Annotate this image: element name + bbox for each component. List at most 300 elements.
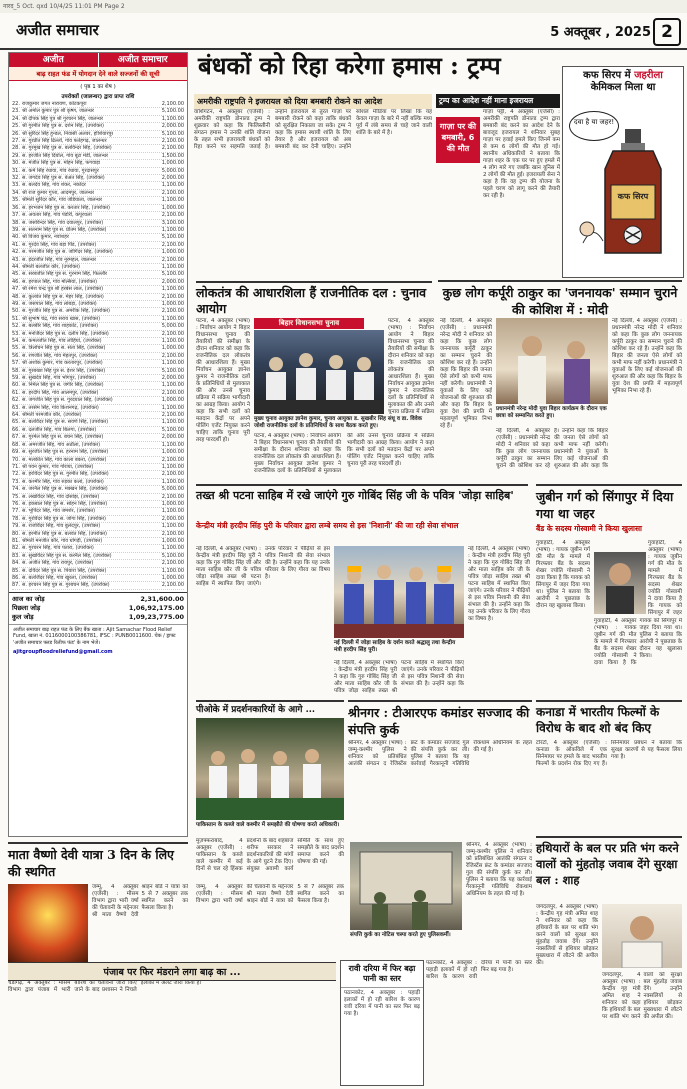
fund-row-number: 32.: [12, 175, 20, 182]
fund-row-name: स. जसविन्दर सिंह, गांव दयालपुर, (उपरोक्त): [21, 219, 104, 226]
police-notice-illustration: [350, 842, 462, 930]
fund-row-number: 56.: [12, 352, 20, 359]
fund-row-amount: 1,100.00: [161, 404, 184, 411]
fund-row-name: स. राजविंदर सिंह, गांव बुलंदपुर, (उपरोक्त): [21, 523, 101, 530]
fund-row-name: स. गुरदेव सिंह, गांव बड़ा पिंड, (उपरोक्त): [21, 241, 97, 248]
fund-row-number: 46.: [12, 278, 20, 285]
lead-headline: बंधकों को रिहा करेगा हमास : ट्रम्प: [198, 51, 501, 80]
fund-row-amount: 2,100.00: [161, 138, 184, 145]
cartoon-title: [563, 67, 683, 94]
fund-row-number: 29.: [12, 152, 20, 159]
fund-row: [12, 360, 184, 367]
canada-body: टोरंटो, 4 अक्तूबर (एजेंसी) : कनाडा के ओकविले में एक सिनेमाघर पर हमले के बाद भारतीय फिल्मों के प्रदर्शन रोक दिए गए हैं। सिनेमाघर प्रबंधन ने बताया कि सुरक्षा कारणों से यह फैसला लिया गया है।: [536, 740, 682, 767]
fund-row-number: 24.: [12, 115, 20, 122]
fund-row-name: श्री विजय कुमार, नवांशहर: [21, 234, 69, 241]
fund-donor: [12, 582, 110, 588]
fund-total-row: [12, 613, 184, 622]
fund-subheading: ( पृष्ठ 1 का शेष ): [80, 84, 116, 90]
fund-row-amount: 1,000.00: [161, 300, 184, 307]
fund-donor: [12, 442, 100, 448]
fund-row-number: 67.: [12, 434, 20, 441]
fund-row-number: 36.: [12, 204, 20, 211]
fund-row-amount: 1,000.00: [161, 249, 184, 256]
modi-body-left: नई दिल्ली, 4 अक्तूबर (एजेंसी) : प्रधानमंत्री नरेन्द्र मोदी ने शनिवार को कहा कि कुछ लोग जननायक कर्पूरी ठाकुर का सम्मान चुराने की कोशिश कर रहे हैं। उन्होंने कहा कि बिहार की जनता ऐसे लोगों को कभी माफ नहीं करेगी। प्रधानमंत्री ने युवाओं के लिए कई योजनाओं की शुरुआत की और कहा कि बिहार के युवा देश की प्रगति में महत्वपूर्ण भूमिका निभा रहे हैं।: [440, 318, 492, 429]
gaza-red-box: गाज़ा पर की बमबारी, 6 की मौत: [436, 117, 480, 163]
officials-silhouettes: [254, 330, 384, 414]
fund-row-number: 81.: [12, 537, 20, 544]
fund-row: [12, 227, 184, 234]
fund-row-amount: 2,100.00: [161, 256, 184, 263]
fund-row-amount: 2,100.00: [161, 582, 184, 589]
fund-row: [12, 560, 184, 567]
ravi-headline: रावी दरिया में फिर बढ़ा पानी का स्तर: [341, 961, 423, 988]
fund-row-amount: 2,000.00: [161, 175, 184, 182]
fund-donor: [12, 419, 108, 425]
fund-row: [12, 397, 184, 404]
vaishno-body: जम्मू, 4 अक्तूबर (एजेंसी) : मौसम विभाग द्वारा भारी वर्षा की चेतावनी के मद्देनजर श्री माता वैष्णो देवी श्राइन बोर्ड ने यात्रा को 5 से 7 अक्तूबर तक स्थगित करने का फैसला किया है।: [92, 884, 188, 918]
vaishno-body-bottom: जम्मू, 4 अक्तूबर (एजेंसी) : मौसम विभाग द्वारा भारी वर्षा की चेतावनी के मद्देनजर श्री माता वैष्णो देवी श्राइन बोर्ड ने यात्रा को 5 से 7 अक्तूबर तक स्थगित करने का फैसला किया है।: [196, 884, 344, 904]
fund-row: [12, 405, 184, 412]
fund-row-number: 62.: [12, 397, 20, 404]
fund-donor: [12, 553, 112, 559]
fund-row-amount: 2,100.00: [161, 560, 184, 567]
fund-row-amount: 1,100.00: [161, 115, 184, 122]
fund-row-name: स. इकबाल सिंह पुत्र स. सोहन सिंह, (उपरोक्त): [21, 500, 108, 507]
fund-row-number: 55.: [12, 345, 20, 352]
modi-photo: [496, 318, 608, 404]
canada-headline: कनाडा में भारतीय फिल्मों के विरोध के बाद शो बंद किए: [536, 700, 682, 736]
fund-row-number: 76.: [12, 500, 20, 507]
fund-row-name: स. सुखविंदर सिंह पुत्र स. करनैल सिंह, (उपरोक्त): [21, 552, 112, 559]
fund-row: [12, 508, 184, 515]
fund-donor: [12, 153, 108, 159]
fund-row-number: 50.: [12, 308, 20, 315]
amit-shah-portrait-illustration: [602, 904, 682, 968]
fund-row: [12, 279, 184, 286]
fund-row-name: स. हरपाल सिंह, गांव मल्सियां, (उपरोक्त): [21, 278, 98, 285]
modi-body-right: नई दिल्ली, 4 अक्तूबर (एजेंसी) : प्रधानमंत्री नरेन्द्र मोदी ने शनिवार को कहा कि कुछ लोग जननायक कर्पूरी ठाकुर का सम्मान चुराने की कोशिश कर रहे हैं। उन्होंने कहा कि बिहार की जनता ऐसे लोगों को कभी माफ नहीं करेगी। प्रधानमंत्री ने युवाओं के लिए कई योजनाओं की शुरुआत की और कहा कि बिहार के युवा देश की प्रगति में महत्वपूर्ण भूमिका निभा रहे हैं।: [612, 318, 682, 394]
srinagar-body-right: श्रीनगर, 4 अक्तूबर (भाषा) : जम्मू-कश्मीर पुलिस ने शनिवार को प्रतिबंधित आतंकी संगठन द रेजिस्टेंस फ्रंट के कमांडर सज्जाद गुल की संपत्ति कुर्क कर ली। पुलिस ने बताया कि यह कार्रवाई गैरकानूनी गतिविधि रोकथाम अधिनियम के तहत की गई है।: [466, 842, 532, 897]
fund-row-amount: 2,100.00: [161, 330, 184, 337]
fund-row: [12, 131, 184, 138]
fund-row-amount: 2,000.00: [161, 515, 184, 522]
fund-row-amount: 2,100.00: [161, 241, 184, 248]
fund-row-amount: 1,100.00: [161, 360, 184, 367]
fund-row: [12, 575, 184, 582]
fund-email[interactable]: ajitgroupfloodreliefund@gmail.com: [13, 649, 113, 656]
fund-donor: [12, 242, 96, 248]
fund-row: [12, 153, 184, 160]
fund-row: [12, 486, 184, 493]
fund-row: [12, 108, 184, 115]
newspaper-name: अजीत समाचार: [16, 21, 99, 39]
fund-row-number: 70.: [12, 456, 20, 463]
fund-total-amount: 1,09,23,775.00: [128, 612, 184, 621]
fund-row-amount: 1,100.00: [161, 545, 184, 552]
patna-subheadline: केन्द्रीय मंत्री हरदीप सिंह पुरी के परिवार द्वारा लम्बे समय से इस 'निशानी' की जा रही सेवा संभाल: [196, 521, 459, 530]
fund-row-name: श्री राज कुमार गुप्ता, आदमपुर, जालन्धर: [21, 189, 95, 196]
fund-donor: [12, 360, 103, 366]
fund-row-number: 37.: [12, 212, 20, 219]
fund-row: [12, 442, 184, 449]
fund-donor: [12, 457, 106, 463]
fund-row-amount: 5,100.00: [161, 552, 184, 559]
fund-row-number: 86.: [12, 575, 20, 581]
fund-row-number: 71.: [12, 463, 20, 470]
fund-row-number: 87.: [12, 582, 20, 589]
fund-row-name: स. परमजीत सिंह पुत्र स. जोगिंदर सिंह, (उपरोक्त): [21, 249, 113, 256]
ec-body-bottom: पटना, 4 अक्तूबर (भाषा) : निर्वाचन आयोग ने बिहार विधानसभा चुनाव की तैयारियों की समीक्षा के दौरान शनिवार को कहा कि राजनीतिक दल लोकतंत्र की आधारशिला हैं। मुख्य निर्वाचन आयुक्त ज्ञानेश कुमार ने राजनीतिक दलों के प्रतिनिधियों से मुलाकात की और उनसे चुनाव प्रक्रिया में सक्रिय भागीदारी का आग्रह किया। आयोग ने कहा कि सभी दलों को मतदान केंद्रों पर अपने पोलिंग एजेंट नियुक्त करने चाहिए ताकि चुनाव पूरी तरह पारदर्शी हो।: [254, 433, 434, 474]
patna-body-right: नई दिल्ली, 4 अक्तूबर (भाषा) : केन्द्रीय मंत्री हरदीप सिंह पुरी ने कहा कि गुरु गोबिंद सिंह जी और माता साहिब कौर जी के पवित्र जोड़ा साहिब तख्त श्री पटना साहिब में स्थापित किए जाएंगे। उनके परिवार ने पीढ़ियों से इस पवित्र निशानी की सेवा संभाल की है। उन्होंने कहा कि यह उनके परिवार के लिए गौरव का विषय है।: [468, 546, 530, 622]
fund-row-name: श्री सुरिंदर सिंह हुन्डल, निवासी अलवर, होशियारपुर: [21, 130, 114, 137]
fund-row-name: स. बलदेव सिंह, गांव शंकर, नकोदर: [21, 182, 86, 189]
fund-row: [12, 582, 184, 589]
fund-row-amount: 2,100.00: [161, 530, 184, 537]
fund-row: [12, 412, 184, 419]
fund-row-amount: 5,100.00: [161, 367, 184, 374]
fund-row-name: स. जगदेव सिंह पुत्र स. बेअंत सिंह, (उपरोक्त): [21, 175, 105, 182]
fund-donor: [12, 338, 102, 344]
fund-row-name: स. अमरजीत सिंह, गांव अठौला, (उपरोक्त): [21, 441, 101, 448]
ec-caption: मुख्य चुनाव आयुक्त ज्ञानेश कुमार, चुनाव आयुक्त ड. सुखबीर सिंह संधू व डा. विवेक जोशी राजनीतिक दलों के प्रतिनिधियों के साथ बैठक करते हुए।: [254, 416, 422, 429]
fund-donor: [12, 279, 97, 285]
modi-body-bottom: नई दिल्ली, 4 अक्तूबर (एजेंसी) : प्रधानमंत्री नरेन्द्र मोदी ने शनिवार को कहा कि कुछ लोग जननायक कर्पूरी ठाकुर का सम्मान चुराने की कोशिश कर रहे हैं। उन्होंने कहा कि बिहार की जनता ऐसे लोगों को कभी माफ नहीं करेगी। प्रधानमंत्री ने युवाओं के लिए कई योजनाओं की शुरुआत की और कहा कि: [496, 428, 608, 469]
fund-donor: [12, 560, 93, 566]
fund-row-name: स. गुरप्रीत सिंह ढिल्लों, गांव फतेहगढ़, जालन्धर: [21, 138, 107, 145]
fund-donor: [12, 294, 104, 300]
fund-row-name: स. जसपाल सिंह, गांव लांबड़ा, (उपरोक्त): [21, 300, 97, 307]
fund-donor: [12, 249, 113, 255]
fund-row-amount: 2,000.00: [161, 278, 184, 285]
fund-row: [12, 479, 184, 486]
fund-row-number: 75.: [12, 493, 20, 500]
cartoon-title-b: जहरीला: [634, 70, 663, 81]
fund-row-name: स. हरभजन सिंह पुत्र स. करतार सिंह, (उपरोक्त): [21, 204, 110, 211]
fund-totals: [9, 592, 187, 624]
fund-row-number: 40.: [12, 234, 20, 241]
fund-donor: [12, 145, 112, 151]
fund-row-amount: 2,100.00: [161, 471, 184, 478]
fund-row: [12, 101, 184, 108]
fund-row-name: स. गुरबख्श सिंह पुत्र स. ईशर सिंह, (उपरोक्त): [21, 367, 106, 374]
fund-row-name: श्री रमेश चन्द्र पुत्र श्री हरबंस लाल, (उपरोक्त): [21, 286, 104, 293]
fund-row-number: 42.: [12, 249, 20, 256]
fund-donor: [12, 368, 105, 374]
fund-donor: [12, 375, 96, 381]
fund-row-amount: 5,000.00: [161, 167, 184, 174]
fund-row-name: स. हरमीत सिंह पुत्र स. बलवंत सिंह, (उपरोक्त): [21, 530, 107, 537]
fund-row-number: 53.: [12, 330, 20, 337]
fund-row: [12, 471, 184, 478]
fund-donor: [12, 390, 99, 396]
fund-row: [12, 160, 184, 167]
punjab-headline: पंजाब पर फिर मंडराने लगा बाढ़ का ...: [8, 962, 336, 981]
fund-row: [12, 516, 184, 523]
fund-row-number: 49.: [12, 300, 20, 307]
fund-donor: [12, 131, 113, 137]
fund-row-number: 35.: [12, 197, 20, 204]
punjab-body: चंडीगढ़, 4 अक्तूबर : मौसम विभाग द्वारा पंजाब में भारी बारिश की चेतावनी जारी किए जाने के बाद प्रशासन ने निचले इलाकों में अलर्ट जारी किया है।: [8, 980, 202, 993]
fund-row-name: स. जगजीत सिंह पुत्र स. गुरदयाल सिंह, (उपरोक्त): [21, 397, 113, 404]
fund-donor: [12, 197, 102, 203]
officials-table-illustration: [196, 718, 344, 820]
fund-donor: [12, 227, 107, 233]
fund-total-row: [12, 595, 184, 604]
fund-row: [12, 316, 184, 323]
fund-row-name: स. कमलजीत सिंह, गांव लोहियां, (उपरोक्त): [21, 338, 102, 344]
fund-donor: [12, 434, 103, 440]
fund-row-amount: 1,100.00: [161, 567, 184, 574]
fund-donor: [12, 427, 96, 433]
fund-row-amount: 1,100.00: [161, 315, 184, 322]
fund-row-amount: 1,100.00: [161, 478, 184, 485]
fund-row-name: स. कर्म सिंह रंधावा, गांव रंधावा, गुरदासपुर: [21, 167, 99, 174]
fund-row: [12, 501, 184, 508]
patna-caption: नई दिल्ली में जोड़ा साहिब के दर्शन करते श्रद्धालु तथा केन्द्रीय मंत्री हरदीप सिंह पुरी।: [334, 640, 456, 653]
fund-donor: [12, 257, 96, 263]
fund-row-name: स. सरबजीत सिंह पुत्र स. गुरनाम सिंह, फिल्लौर: [21, 271, 108, 278]
ravi-box: [340, 960, 424, 1086]
fund-row-name: स. लखविंदर सिंह, गांव दोसांझ, (उपरोक्त): [21, 493, 100, 500]
fund-donor: [12, 494, 99, 500]
fund-row-number: 82.: [12, 545, 20, 552]
fund-row-amount: 5,100.00: [161, 271, 184, 278]
fund-row: [12, 419, 184, 426]
fund-donor: [12, 138, 107, 144]
fund-row-amount: 1,100.00: [161, 382, 184, 389]
shah-body-left: जगदलपुर, 4 अक्तूबर (भाषा) : केन्द्रीय गृह मंत्री अमित शाह ने शनिवार को कहा कि हथियारों के बल पर शांति भंग करने वालों को सुरक्षा बल मुंहतोड़ जवाब देंगे। उन्होंने नक्सलियों से हथियार छोड़कर मुख्यधारा में लौटने की अपील की।: [536, 904, 598, 966]
fund-row-name: स. रणजीत सिंह, गांव मेहतपुर, (उपरोक्त): [21, 352, 98, 359]
fund-row-name: स. गुरमेल सिंह पुत्र स. बचन सिंह, (उपरोक्त): [21, 434, 104, 441]
fund-row: [12, 531, 184, 538]
fund-row-number: 83.: [12, 552, 20, 559]
fund-row-name: स. गुरजीत सिंह पुत्र स. अमरीक सिंह, (उपरोक्त): [21, 308, 110, 315]
ec-banner: बिहार विधानसभा चुनाव: [254, 318, 364, 329]
fund-row-name: राजकुमार जगत नारायण, कोटकपूरा: [21, 101, 87, 107]
bottle-label: कफ सिरप: [617, 192, 649, 201]
fund-row-number: 44.: [12, 263, 20, 270]
fund-row-name: स. गुरचरन सिंह, गांव पतारा, (उपरोक्त): [21, 545, 94, 552]
zubeen-photo: [594, 552, 646, 614]
fund-row: [12, 345, 184, 352]
pok-caption: पाकिस्तान के कब्जे वाले कश्मीर में समझौते की घोषणा करते अधिकारी।: [196, 822, 340, 828]
fund-donor: [12, 331, 109, 337]
fund-row-number: 34.: [12, 189, 20, 196]
zubeen-subheadline: बैंड के सदस्य गोस्वामी ने किया खुलासा: [536, 524, 642, 533]
fund-donor: [12, 168, 99, 174]
fund-row: [12, 205, 184, 212]
fund-donor: [12, 545, 94, 551]
modi-caption: प्रधानमंत्री नरेन्द्र मोदी युवा बिहार कार्यक्रम के दौरान एक छात्रा को सम्मानित करते हुए।: [496, 406, 607, 419]
fund-row-name: श्री सुभाष चंद्र, गांव सराय खास, (उपरोक्त): [21, 315, 101, 322]
fund-row: [12, 123, 184, 130]
fund-row-name: स. इंदरजीत सिंह, गांव नूरमहल, जालन्धर: [21, 256, 97, 263]
fund-row-name: स. बलविंदर सिंह पुत्र स. सवर्ण सिंह, (उपरोक्त): [21, 419, 109, 426]
fund-row-amount: 5,100.00: [161, 130, 184, 137]
fund-row: [12, 434, 184, 441]
srinagar-headline: श्रीनगर : टीआरएफ कमांडर सज्जाद की संपत्ति कुर्क: [348, 700, 532, 738]
fund-donor: [12, 575, 97, 581]
fund-donor: [12, 123, 104, 129]
fund-logos: [9, 53, 187, 67]
fund-row-number: 69.: [12, 449, 20, 456]
singer-portrait-illustration: [594, 552, 646, 614]
fund-donor: [12, 464, 93, 470]
zubeen-headline: जुबीन गर्ग को सिंगापुर में दिया गया था जहर: [536, 484, 682, 522]
lead-body-right: गाज़ा पट्टी, 4 अक्तूबर (एजेंसी) : अमरीकी राष्ट्रपति डोनाल्ड ट्रम्प द्वारा बमबारी बंद करने का आदेश देने के बावजूद इजरायल ने शनिवार सुबह गाज़ा पर हवाई हमले किए जिनमें कम से कम 6 लोगों की मौत हो गई। स्थानीय अधिकारियों ने बताया कि गाज़ा शहर के एक घर पर हुए हमले में 4 लोग मारे गए जबकि खान यूनिस में 2 लोगों की मौत हुई। इजरायली सेना ने कहा है कि वह ट्रम्प की योजना के पहले चरण को लागू करने की तैयारी कर रही है।: [483, 109, 560, 199]
fund-row-name: स. बलबीर सिंह, गांव शाहकोट, (उपरोक्त): [21, 323, 99, 330]
fund-row-amount: 5,000.00: [161, 323, 184, 330]
fund-donor: [12, 182, 86, 188]
fund-row-amount: 1,000.00: [161, 160, 184, 167]
fund-row-amount: 1,100.00: [161, 286, 184, 293]
fund-row-number: 65.: [12, 419, 20, 426]
fund-row: [12, 182, 184, 189]
modi-headline: कुछ लोग कर्पूरी ठाकुर का 'जननायक' सम्मान चुराने की कोशिश में : मोदी: [438, 280, 682, 318]
devotees-illustration: [334, 546, 464, 638]
fund-row: [12, 212, 184, 219]
fund-row-name: स. मलकीत सिंह, गांव काला बकरा, (उपरोक्त): [21, 456, 107, 463]
ravi-body: पठानकोट, 4 अक्तूबर : पहाड़ी इलाकों में हो रही बारिश के कारण रावी दरिया में पानी का स्तर फिर बढ़ गया है।: [344, 990, 420, 1017]
fund-row-name: स. तरसेम सिंह, गांव किशनगढ़, (उपरोक्त): [21, 404, 99, 411]
fund-row-amount: 2,000.00: [161, 123, 184, 130]
fund-row: [12, 368, 184, 375]
fund-donor: [12, 486, 108, 492]
fund-row-number: 22.: [12, 101, 20, 107]
fund-row: [12, 145, 184, 152]
fund-row-amount: 2,100.00: [161, 352, 184, 359]
fund-row-amount: 1,100.00: [161, 463, 184, 470]
fund-row-number: 28.: [12, 145, 20, 152]
fund-row-number: 59.: [12, 375, 20, 382]
fund-row-number: 39.: [12, 226, 20, 233]
ec-body-left: पटना, 4 अक्तूबर (भाषा) : निर्वाचन आयोग ने बिहार विधानसभा चुनाव की तैयारियों की समीक्षा के दौरान शनिवार को कहा कि राजनीतिक दल लोकतंत्र की आधारशिला हैं। मुख्य निर्वाचन आयुक्त ज्ञानेश कुमार ने राजनीतिक दलों के प्रतिनिधियों से मुलाकात की और उनसे चुनाव प्रक्रिया में सक्रिय भागीदारी का आग्रह किया। आयोग ने कहा कि सभी दलों को मतदान केंद्रों पर अपने पोलिंग एजेंट नियुक्त करने चाहिए ताकि चुनाव पूरी तरह पारदर्शी हो।: [196, 318, 250, 443]
pok-photo: [196, 718, 344, 820]
fund-donor: [12, 479, 104, 485]
fund-row-amount: 1,000.00: [161, 345, 184, 352]
fund-row-name: श्रीमती परमजीत कौर, (उपरोक्त): [21, 412, 82, 419]
fund-row: [12, 427, 184, 434]
fund-row-number: 25.: [12, 123, 20, 130]
fund-row-number: 27.: [12, 138, 20, 145]
fund-row-number: 31.: [12, 167, 20, 174]
fund-row-name: स. गुरमुख सिंह पुत्र स. बलविन्दर सिंह, (उपरोक्त): [21, 145, 112, 152]
fund-row: [12, 353, 184, 360]
patna-body-mid: नई दिल्ली, 4 अक्तूबर (भाषा) : केन्द्रीय मंत्री हरदीप सिंह पुरी ने कहा कि गुरु गोबिंद सिंह जी और माता साहिब कौर जी के पवित्र जोड़ा साहिब तख्त श्री पटना साहिब में स्थापित किए जाएंगे। उनके परिवार ने पीढ़ियों से इस पवित्र निशानी की सेवा संभाल की है। उन्होंने कहा कि: [334, 660, 464, 694]
fund-row-name: स. हरदीप सिंह, गांव आलमपुर, (उपरोक्त): [21, 389, 99, 396]
issue-date: 5 अक्तूबर , 2025: [550, 25, 651, 40]
fund-donor: [12, 271, 107, 277]
fund-row: [12, 271, 184, 278]
ajit-logo: अजीत: [9, 53, 98, 67]
lead-body-left: वाशिंगटन, 4 अक्तूबर (एजेंसी) : अमरीकी राष्ट्रपति डोनाल्ड ट्रम्प ने शुक्रवार को कहा कि फिलिस्तीनी संगठन हमास ने उनकी शांति योजना के तहत सभी इजरायली बंधकों को रिहा करने पर सहमति जताई है। उन्होंने इजरायल से तुरंत गाज़ा पर बमबारी रोकने को कहा ताकि बंधकों को सुरक्षित निकाला जा सके। ट्रम्प ने कहा कि हमास स्थायी शांति के लिए तैयार है और इजरायल को अब बमबारी बंद कर देनी चाहिए। उन्होंने सोशल मीडिया पर लिखा कि यह केवल गाज़ा के बारे में नहीं बल्कि मध्य पूर्व में लंबे समय से चाहे जाने वाली शांति के बारे में है।: [194, 109, 432, 150]
fund-total-label: कुल जोड़: [12, 612, 34, 621]
fund-row-name: श्री गुरमीत सिंह पुत्र स. दर्शन सिंह, (उपरोक्त): [21, 123, 104, 130]
fund-donor: [12, 405, 99, 411]
flood-fund-box: [8, 52, 188, 837]
fund-donor: [12, 175, 105, 181]
fund-total-row: [12, 604, 184, 613]
fund-row-number: 38.: [12, 219, 20, 226]
fund-row-number: 63.: [12, 404, 20, 411]
fund-row-amount: 1,100.00: [161, 263, 184, 270]
fund-row-amount: 2,100.00: [161, 293, 184, 300]
fund-row-number: 79.: [12, 523, 20, 530]
ec-headline: लोकतंत्र की आधारशिला हैं राजनीतिक दल : चुनाव आयोग: [196, 281, 432, 317]
fund-row-name: स. हरजीत सिंह दियोल, गांव बूटा मंडी, जालन्धर: [21, 152, 109, 159]
fund-row-number: 78.: [12, 515, 20, 522]
fund-row: [12, 234, 184, 241]
fund-row-number: 61.: [12, 389, 20, 396]
fund-donor: [12, 501, 107, 507]
fund-row-name: श्रीमती सुरिंदर कौर, गांव जंडियाला, जालन्धर: [21, 197, 103, 204]
fund-row: [12, 116, 184, 123]
fund-total-amount: 2,31,600.00: [140, 594, 184, 603]
fund-donor: [12, 531, 107, 537]
fund-row: [12, 220, 184, 227]
shah-photo: [602, 904, 682, 968]
fund-row-number: 45.: [12, 271, 20, 278]
srinagar-body: श्रीनगर, 4 अक्तूबर (भाषा) : जम्मू-कश्मीर पुलिस ने शनिवार को प्रतिबंधित आतंकी संगठन द रेजिस्टेंस फ्रंट के कमांडर सज्जाद गुल की संपत्ति कुर्क कर ली। पुलिस ने बताया कि यह कार्रवाई गैरकानूनी गतिविधि रोकथाम अधिनियम के तहत की गई है।: [348, 740, 532, 767]
fund-donor: [12, 190, 94, 196]
fund-row: [12, 264, 184, 271]
fund-row-amount: 2,100.00: [161, 308, 184, 315]
fund-row-number: 72.: [12, 471, 20, 478]
cartoon-speech-bubble: दवा है या जहर!: [569, 111, 619, 141]
fund-row: [12, 308, 184, 315]
fund-row-amount: 1,000.00: [161, 204, 184, 211]
fund-row-name: स. हरविंदर सिंह पुत्र स. गुरमीत सिंह, (उपरोक्त): [21, 471, 109, 478]
lead-sidebar-head: ट्रम्प का आदेश नहीं माना इजरायल: [436, 94, 560, 108]
patna-photo: [334, 546, 464, 638]
fund-row-name: स. निर्मल सिंह पुत्र स. जगीर सिंह, (उपरोक्त): [21, 382, 104, 389]
fund-donor: [12, 538, 102, 544]
fund-donor: [12, 353, 98, 359]
fund-row-amount: 1,100.00: [161, 508, 184, 515]
fund-donor: [12, 220, 103, 226]
fund-row: [12, 538, 184, 545]
fund-row-name: स. कश्मीर सिंह, गांव रुड़का कलां, (उपरोक्त): [21, 478, 104, 485]
fund-row-amount: 1,000.00: [161, 537, 184, 544]
fund-note: अजीत समाचार बाढ़ राहत फंड के लिए बैंक खाता : Ajit Samachar Flood Relief Fund, खाता नं. 0116000100386781, IFSC : PUNB0011600. चेक / ड्राफ्ट 'अजीत समाचार फ्लड रिलीफ फंड' के नाम भेजें।: [9, 624, 187, 649]
fund-donor: [12, 471, 109, 477]
ec-photo: [254, 330, 384, 414]
fund-donor: [12, 516, 106, 522]
vaishno-photo: [8, 884, 88, 962]
fund-donor: [12, 234, 69, 240]
cartoon-box: [562, 66, 684, 278]
fund-row-amount: 2,100.00: [161, 145, 184, 152]
fund-row: [12, 286, 184, 293]
fund-row-number: 84.: [12, 560, 20, 567]
fund-row-amount: 2,100.00: [161, 456, 184, 463]
file-info-line: नारद_5 Oct. qxd 10/4/25 11:01 PM Page 2: [0, 0, 687, 13]
shah-body-right: जगदलपुर, 4 अक्तूबर (भाषा) : केन्द्रीय गृह मंत्री अमित शाह ने शनिवार को कहा कि हथियारों के बल पर शांति भंग करने वालों को सुरक्षा बल मुंहतोड़ जवाब देंगे। उन्होंने नक्सलियों से हथियार छोड़कर मुख्यधारा में लौटने की अपील की।: [602, 972, 682, 1020]
fund-row: [12, 190, 184, 197]
fund-row-name: स. गुरविंदर सिंह पुत्र स. जोगा सिंह, (उपरोक्त): [21, 515, 106, 522]
fund-row-amount: 2,100.00: [161, 389, 184, 396]
fund-row-amount: 1,000.00: [161, 397, 184, 404]
fund-row: [12, 338, 184, 345]
vaishno-headline: माता वैष्णो देवी यात्रा 3 दिन के लिए की स्थगित: [8, 842, 188, 880]
fund-donor: [12, 345, 105, 351]
fund-row: [12, 249, 184, 256]
fund-row-amount: 1,100.00: [161, 338, 184, 344]
fund-list: [9, 92, 187, 590]
fund-donor: [12, 523, 100, 529]
fund-donor: [12, 101, 87, 107]
fund-donor: [12, 397, 113, 403]
